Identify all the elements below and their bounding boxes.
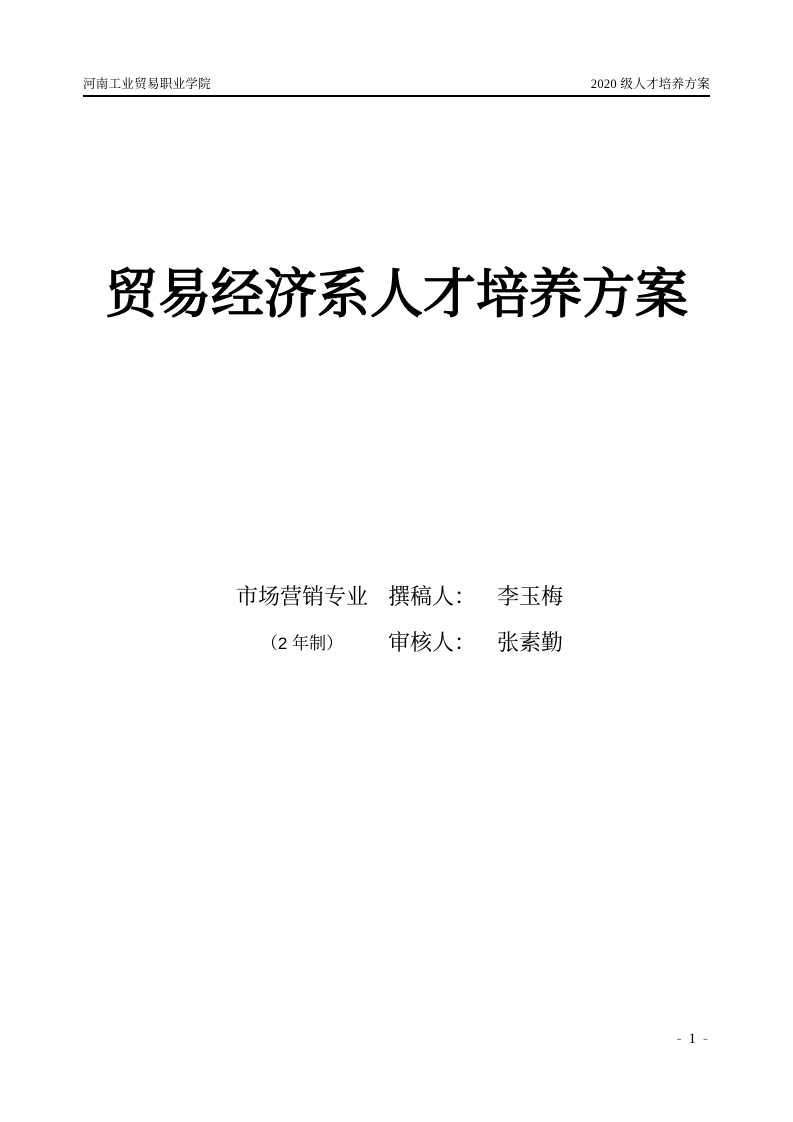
header-plan-label: 2020 级人才培养方案 — [590, 77, 710, 91]
page-footer — [677, 1031, 709, 1048]
header-school-name: 河南工业贸易职业学院 — [83, 77, 212, 91]
footer-dash-left: - — [676, 1031, 682, 1047]
footer-dash-right: - — [703, 1031, 708, 1047]
drafter-label: 撰稿人： — [388, 584, 477, 609]
reviewer-row — [236, 628, 563, 655]
program-duration: （2 年制） — [260, 634, 344, 653]
document-title: 贸易经济系人才培养方案 — [105, 265, 688, 324]
drafter-name: 李玉梅 — [497, 584, 564, 609]
info-block — [236, 582, 563, 674]
page-header — [83, 74, 710, 97]
reviewer-label: 审核人： — [388, 630, 477, 655]
page-number: 1 — [688, 1031, 696, 1047]
reviewer-name: 张素勤 — [497, 630, 564, 655]
major-name: 市场营销专业 — [236, 584, 369, 609]
drafter-row — [236, 582, 563, 609]
